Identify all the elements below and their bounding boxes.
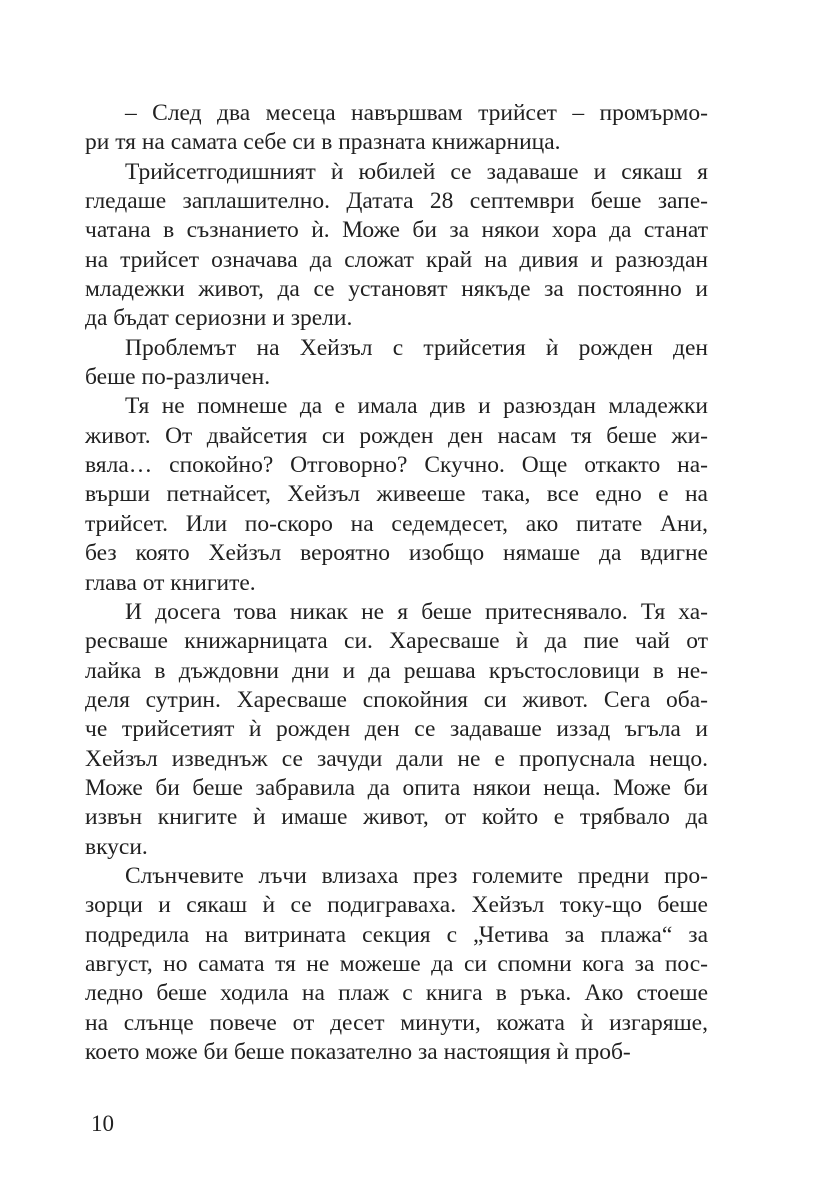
text-line: Слънчевите лъчи влизаха през големите предни про- [125,862,708,889]
text-line: зорци и сякаш ѝ се подиграваха. Хейзъл току-що беше [85,892,708,919]
paragraph [85,158,708,334]
paragraph [85,99,708,158]
text-line: ри тя на самата себе си в празната книжарница. [85,129,561,156]
page-number: 10 [91,1111,114,1136]
text-line: извън книгите ѝ имаше живот, от който е трябвало да [85,804,708,831]
text-line: ледно беше ходила на плаж с книга в ръка. Ако стоеше [85,980,708,1007]
text-line: Може би беше забравила да опита някои неща. Може би [85,774,708,801]
text-line: август, но самата тя не можеше да си спомни кога за пос- [85,950,708,977]
text-line: на слънце повече от десет минути, кожата ѝ изгаряше, [85,1009,708,1036]
text-line: че трийсетият ѝ рожден ден се задаваше иззад ъгъла и [85,716,708,743]
text-line: Тя не помнеше да е имала див и разюздан младежки [125,393,708,420]
text-line: подредила на витрината секция с „Четива за плажа“ за [85,921,708,948]
paragraph [85,334,708,393]
text-line: върши петнайсет, Хейзъл живееше така, все едно е на [85,481,708,508]
text-line: Проблемът на Хейзъл с трийсетия ѝ рожден ден [125,334,708,361]
text-line: живот. От двайсетия си рожден ден насам тя беше жи- [85,422,708,449]
text-line: трийсет. Или по-скоро на седемдесет, ако питате Ани, [85,510,708,537]
text-line: без която Хейзъл вероятно изобщо нямаше да вдигне [85,540,708,567]
text-line: ресваше книжарницата си. Харесваше ѝ да пие чай от [85,628,708,655]
text-line: Хейзъл изведнъж се зачуди дали не е пропуснала нещо. [85,745,708,772]
paragraph [85,598,708,862]
text-line: глава от книгите. [85,569,256,596]
text-line: вяла… спокойно? Отговорно? Скучно. Още откакто на- [85,452,708,479]
text-line: беше по-различен. [85,364,271,391]
text-line: младежки живот, да се установят някъде за постоянно и [85,276,708,303]
text-line: И досега това никак не я беше притеснявало. Тя ха- [125,598,708,625]
paragraph [85,392,708,597]
page-text [85,99,708,1067]
text-line: гледаше заплашително. Датата 28 септември беше запе- [85,188,708,215]
text-line: – След два месеца навършвам трийсет – промърмо- [125,100,708,126]
text-line: което може би беше показателно за настоящия ѝ проб- [85,1039,631,1065]
paragraph [85,862,708,1067]
text-line: вкуси. [85,833,148,860]
text-line: да бъдат сериозни и зрели. [85,305,353,332]
text-line: деля сутрин. Харесваше спокойния си живот. Сега оба- [85,686,708,713]
text-line: Трийсетгодишният ѝ юбилей се задаваше и сякаш я [125,158,708,185]
text-line: на трийсет означава да сложат край на дивия и разюздан [85,246,708,273]
text-line: чатана в съзнанието ѝ. Може би за някои хора да станат [85,217,708,244]
text-line: лайка в дъждовни дни и да решава кръстословици в не- [85,657,708,684]
